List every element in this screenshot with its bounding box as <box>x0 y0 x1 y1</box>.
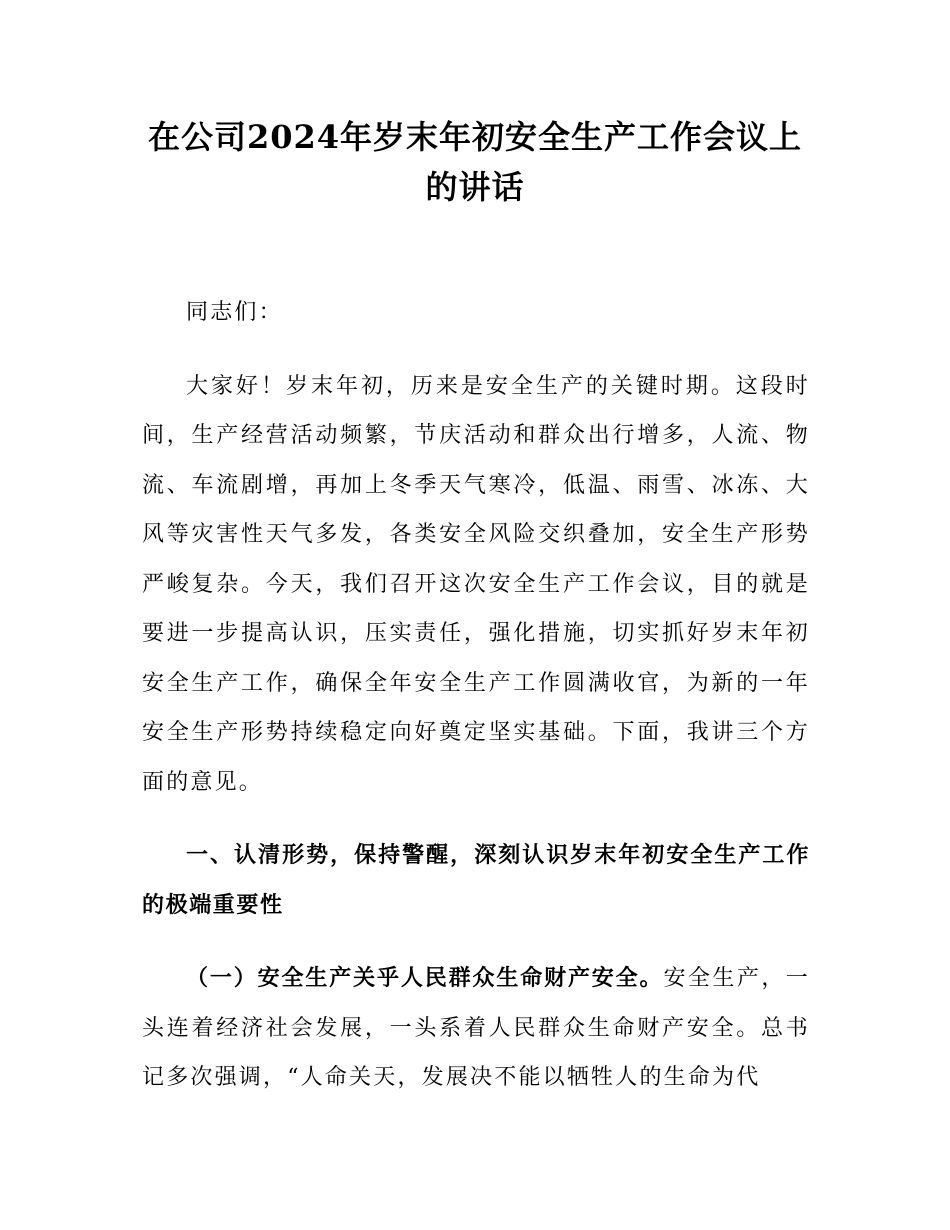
subsection-lead-1: （一）安全生产关乎人民群众生命财产安全。 <box>186 966 664 991</box>
section-heading-1: 一、认清形势，保持警醒，深刻认识岁末年初安全生产工作的极端重要性 <box>142 843 810 918</box>
salutation: 同志们： <box>186 300 283 325</box>
intro-paragraph: 大家好！岁末年初，历来是安全生产的关键时期。这段时间，生产经营活动频繁，节庆活动和群众出行增多，人流、物流、车流剧增，再加上冬季天气寒冷，低温、雨雪、冰冻、大风等灾害性天气多发，各类安全风险交织叠加，安全生产形势严峻复杂。今天，我们召开这次安全生产工作会议，目的就是要进一步提高认识，压实责任，强化措施，切实抓好岁末年初安全生产工作，确保全年安全生产工作圆满收官，为新的一年安全生产形势持续稳定向好奠定坚实基础。下面，我讲三个方面的意见。 <box>142 373 810 795</box>
subsection-paragraph-1 <box>142 954 810 1103</box>
subsection-text-1: 安全生产，一头连着经济社会发展，一头系着人民群众生命财产安全。总书记多次强调，“人命关天，发展决不能以牺牲人的生命为代 <box>142 966 810 1090</box>
document-title: 在公司2024年岁末年初安全生产工作会议上的讲话 <box>147 118 803 206</box>
document-body <box>142 288 810 1127</box>
